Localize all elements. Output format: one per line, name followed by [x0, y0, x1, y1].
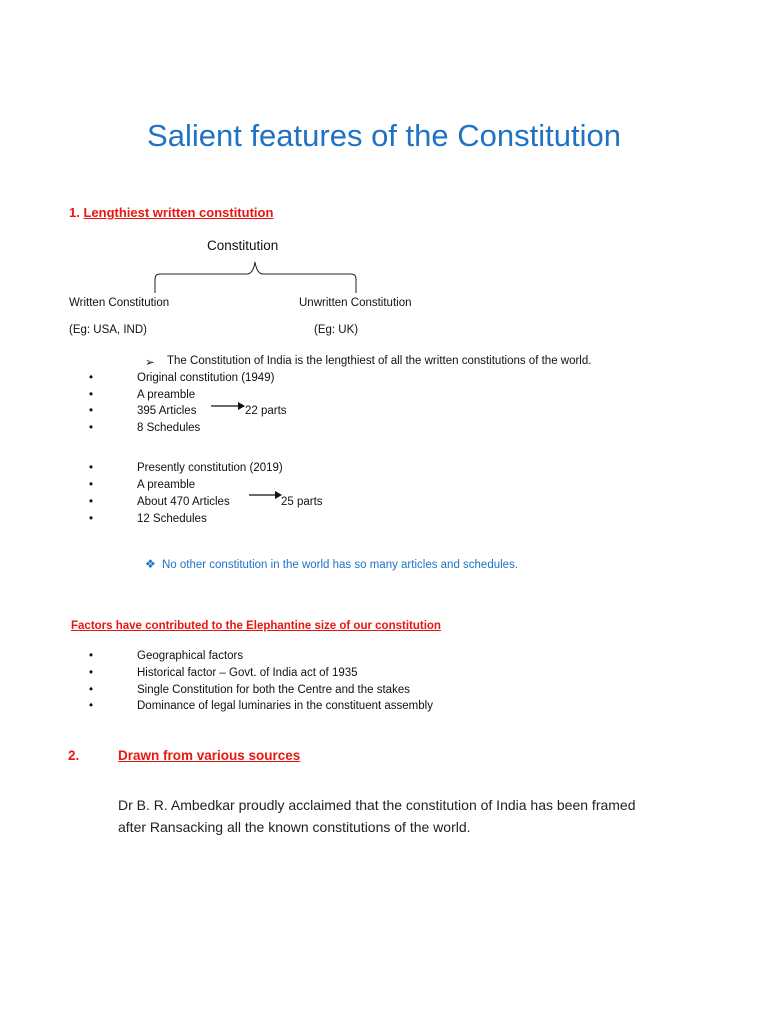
dot-bullet-icon: •	[89, 667, 94, 679]
paragraph-line: after Ransacking all the known constitutions of the world.	[118, 819, 471, 835]
dot-bullet-icon: •	[89, 389, 94, 401]
unwritten-example: (Eg: UK)	[314, 324, 359, 336]
dot-bullet-icon: •	[89, 405, 94, 417]
list-item: • Geographical factors	[89, 650, 244, 662]
paragraph-line: Dr B. R. Ambedkar proudly acclaimed that the constitution of India has been framed	[118, 797, 636, 813]
section-1-number: 1.	[69, 205, 80, 220]
dot-bullet-icon: •	[89, 372, 94, 384]
list-item: • Presently constitution (2019)	[89, 462, 283, 474]
list-item: • A preamble	[89, 389, 196, 401]
dot-bullet-icon: •	[89, 479, 94, 491]
list-item: • Dominance of legal luminaries in the constituent assembly	[89, 700, 433, 712]
dot-bullet-icon: •	[89, 684, 94, 696]
diagram-root-label: Constitution	[207, 238, 279, 253]
factors-heading: Factors have contributed to the Elephantine size of our constitution	[71, 620, 441, 632]
page-title: Salient features of the Constitution	[147, 118, 621, 153]
written-constitution-label: Written Constitution	[69, 297, 170, 309]
list-item: • About 470 Articles	[89, 496, 230, 508]
diamond-cluster-icon: ❖	[145, 557, 156, 571]
list-item: • Historical factor – Govt. of India act of 1935	[89, 667, 358, 679]
note-text: No other constitution in the world has so many articles and schedules.	[161, 559, 519, 571]
list-item: • Single Constitution for both the Centre and the stakes	[89, 684, 410, 696]
list-item: • Original constitution (1949)	[89, 372, 275, 384]
note-line	[145, 557, 518, 571]
unwritten-constitution-label: Unwritten Constitution	[299, 297, 412, 309]
list-item: • 12 Schedules	[89, 513, 207, 525]
arrowhead-bullet-icon: ➢	[145, 357, 155, 369]
written-example: (Eg: USA, IND)	[69, 324, 147, 336]
dot-bullet-icon: •	[89, 462, 94, 474]
original-parts-label: 22 parts	[245, 405, 287, 417]
ambedkar-paragraph	[118, 794, 636, 838]
dot-bullet-icon: •	[89, 496, 94, 508]
lengthiest-statement: The Constitution of India is the lengthiest of all the written constitutions of the world.	[167, 355, 592, 367]
dot-bullet-icon: •	[89, 422, 94, 434]
section-2-number: 2.	[68, 748, 80, 763]
list-item: • 395 Articles	[89, 405, 197, 417]
present-parts-label: 25 parts	[281, 496, 323, 508]
dot-bullet-icon: •	[89, 700, 94, 712]
dot-bullet-icon: •	[89, 650, 94, 662]
section-2-title: Drawn from various sources	[118, 748, 301, 763]
section-1-title: Lengthiest written constitution	[83, 205, 274, 220]
dot-bullet-icon: •	[89, 513, 94, 525]
list-item: • A preamble	[89, 479, 196, 491]
list-item: • 8 Schedules	[89, 422, 201, 434]
